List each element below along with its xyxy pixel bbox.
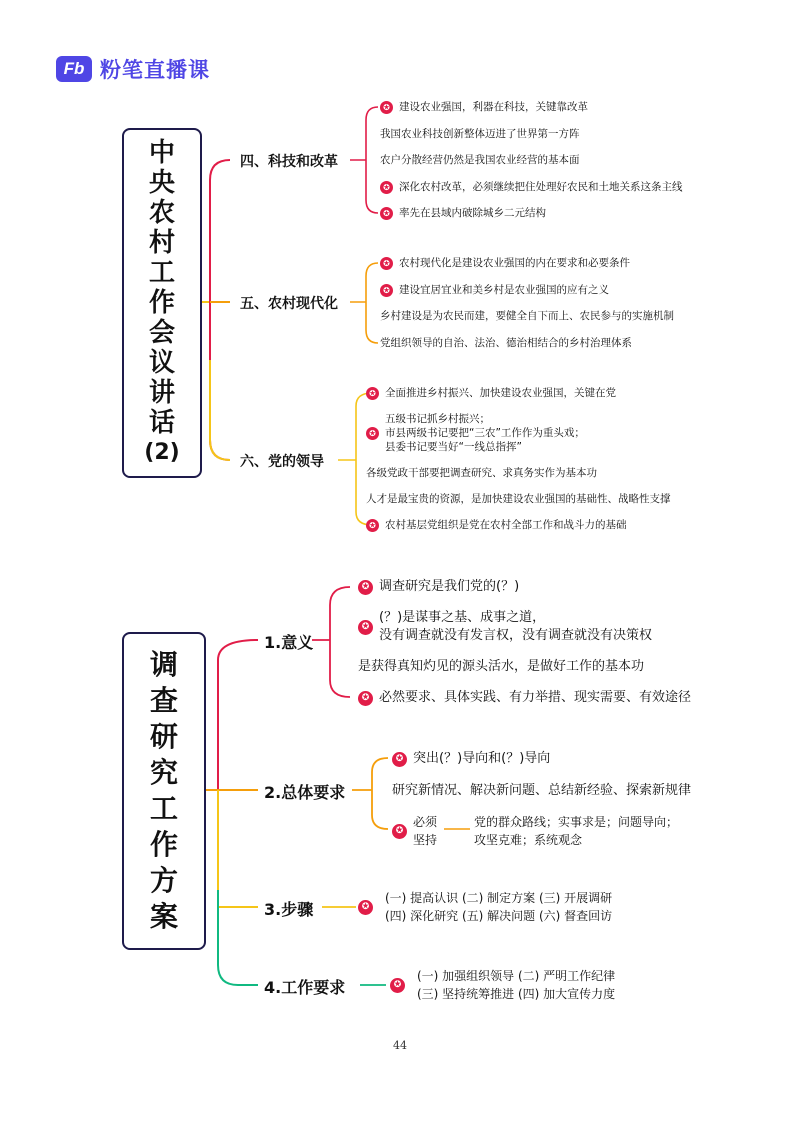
map1-title-char: 农: [148, 198, 175, 228]
list-item: ✪ 全面推进乡村振兴、加快建设农业强国，关键在党: [366, 386, 616, 400]
list-item: [358, 609, 652, 645]
branch-label: 六、党的领导: [240, 454, 324, 470]
list-item: ✪ 率先在县域内破除城乡二元结构: [380, 206, 546, 220]
line: 五级书记抓乡村振兴；: [385, 413, 490, 425]
list-item: 是获得真知灼见的源头活水，是做好工作的基本功: [358, 659, 645, 674]
line: (？)是谋事之基、成事之道，: [379, 610, 546, 625]
list-item: ✪ 突出(？)导向和(？)导向: [392, 750, 550, 768]
branch-label: 4.工作要求: [264, 978, 346, 997]
list-item: 各级党政干部要把调查研究、求真务实作为基本功: [366, 467, 597, 479]
map1-title-char: (2): [144, 440, 180, 465]
star-icon: ✪: [366, 519, 379, 532]
map1-title-char: 村: [148, 228, 175, 258]
brand-name: 粉笔直播课: [100, 58, 210, 82]
line: (一) 提高认识 (二) 制定方案 (三) 开展调研: [385, 891, 613, 905]
map2-title-char: 方: [149, 864, 178, 897]
list-item: ✪ 深化农村改革，必须继续把住处理好农民和土地关系这条主线: [380, 180, 683, 194]
list-item: 党组织领导的自治、法治、德治相结合的乡村治理体系: [380, 337, 632, 349]
star-icon: ✪: [380, 181, 393, 194]
line: (一) 加强组织领导 (二) 严明工作纪律: [417, 969, 616, 983]
map2-title-char: 案: [149, 900, 178, 933]
map1-title-char: 央: [148, 168, 175, 198]
star-icon: ✪: [358, 691, 373, 706]
bracket-m2-1: [312, 587, 350, 697]
map1-title-char: 中: [148, 138, 175, 168]
star-icon: ✪: [366, 427, 379, 440]
list-item: ✪ 必然要求、具体实践、有力举措、现实需要、有效途径: [358, 689, 691, 707]
line: 市县两级书记要把“三农”工作作为重头戏；: [385, 427, 585, 439]
map2-title-char: 作: [149, 828, 178, 861]
map2-title-char: 工: [149, 792, 178, 825]
star-icon: ✪: [380, 207, 393, 220]
map2-title-box: [122, 632, 206, 950]
list-item: 研究新情况、解决新问题、总结新经验、探索新规律: [392, 783, 692, 798]
map1-title-char: 话: [148, 408, 175, 438]
trunk-m1-d: [210, 360, 230, 460]
map1-title-char: 讲: [148, 378, 175, 408]
bracket-m2-2: [352, 758, 388, 829]
trunk-m2-green: [218, 890, 258, 985]
line: 党的群众路线；实事求是；问题导向；: [474, 815, 679, 829]
bracket-m1-2: [350, 263, 378, 343]
line: (四) 深化研究 (五) 解决问题 (六) 督查回访: [385, 909, 613, 923]
map1-title-char: 工: [148, 258, 175, 288]
star-icon: ✪: [358, 620, 373, 635]
trunk-m2-yellow: [218, 790, 258, 907]
map2-title-char: 研: [149, 720, 178, 753]
requirements-item: [390, 967, 615, 1003]
brand-mark: Fb: [56, 56, 92, 82]
list-item: ✪ 农村基层党组织是党在农村全部工作和战斗力的基础: [366, 518, 627, 532]
must-uphold-text: [474, 813, 678, 849]
trunk-m1-b: [210, 160, 230, 460]
list-item: 人才是最宝贵的资源，是加快建设农业强国的基础性、战略性支撑: [366, 493, 671, 505]
line: (三) 坚持统筹推进 (四) 加大宣传力度: [417, 987, 616, 1001]
list-item: ✪ 建设宜居宜业和美乡村是农业强国的应有之义: [380, 283, 609, 297]
star-icon: ✪: [380, 101, 393, 114]
branch-label: 五、农村现代化: [240, 296, 338, 312]
map1-title-char: 议: [148, 348, 175, 378]
star-icon: ✪: [390, 978, 405, 993]
line: 必须: [413, 815, 438, 829]
map2-title-char: 究: [149, 756, 178, 789]
star-icon: ✪: [392, 752, 407, 767]
line: 没有调查就没有发言权，没有调查就没有决策权: [379, 628, 653, 643]
map1-title-char: 作: [148, 288, 175, 318]
map1-title-box: [122, 128, 202, 478]
star-icon: ✪: [380, 284, 393, 297]
must-uphold-item: [392, 813, 447, 849]
bracket-m1-1: [350, 107, 378, 213]
branch-label: 四、科技和改革: [240, 154, 338, 170]
list-item: ✪ 农村现代化是建设农业强国的内在要求和必要条件: [380, 256, 630, 270]
line: 县委书记要当好“一线总指挥”: [385, 441, 522, 453]
list-item: 我国农业科技创新整体迈进了世界第一方阵: [380, 128, 580, 140]
star-icon: ✪: [358, 580, 373, 595]
list-item: ✪ 建设农业强国，利器在科技，关键靠改革: [380, 100, 588, 114]
page-number: 44: [393, 1039, 407, 1052]
map1-title-char: 会: [148, 318, 175, 348]
steps-item: [358, 889, 612, 925]
branch-label: 3.步骤: [264, 900, 314, 919]
star-icon: ✪: [366, 387, 379, 400]
line: 坚持: [413, 833, 438, 847]
branch-label: 2.总体要求: [264, 783, 346, 802]
list-item: 农户分散经营仍然是我国农业经营的基本面: [380, 154, 580, 166]
map2-title-char: 查: [149, 684, 178, 717]
list-item: ✪ 调查研究是我们党的(？): [358, 578, 519, 596]
list-item: [366, 412, 585, 454]
list-item: 乡村建设是为农民而建，要健全自下而上、农民参与的实施机制: [380, 310, 674, 322]
map2-title-char: 调: [149, 648, 178, 681]
star-icon: ✪: [380, 257, 393, 270]
trunk-m2-red: [218, 640, 258, 790]
star-icon: ✪: [358, 900, 373, 915]
star-icon: ✪: [392, 824, 407, 839]
branch-label: 1.意义: [264, 633, 314, 652]
line: 攻坚克难；系统观念: [474, 833, 583, 847]
